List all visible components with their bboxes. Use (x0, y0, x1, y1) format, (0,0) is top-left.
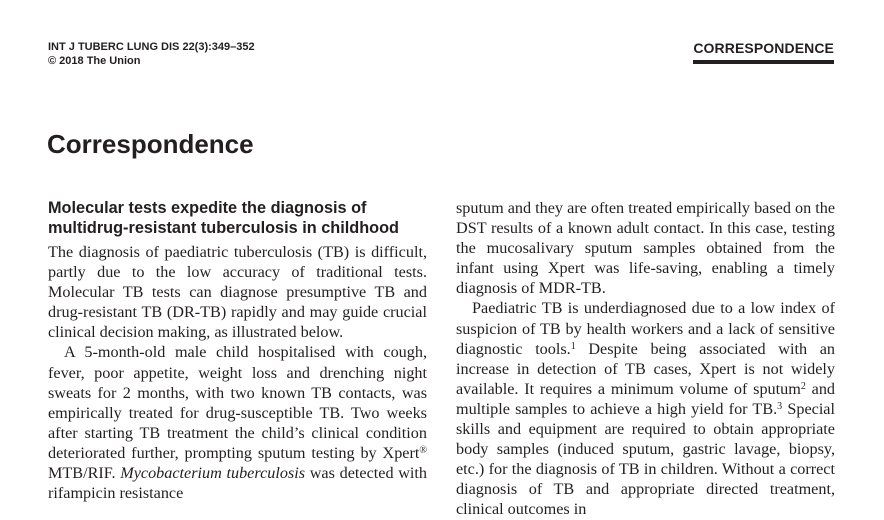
case-text-continued: MTB/RIF. (48, 464, 121, 483)
registered-mark: ® (419, 444, 427, 456)
paragraph-continued: sputum and they are often treated empirically based on the DST results of a known adult contact. In this case, testing the mucosalivary sputum samples obtained from the infant using Xpert was life-saving, enabling a timely diagnosis of MDR-TB. (456, 199, 835, 298)
discussion-text-a: Paediatric TB is underdiagnosed due to a low index of suspicion of TB by health workers and a lack of sensitive diagnostic tools. (456, 299, 835, 358)
left-column (48, 198, 427, 503)
reference-1: 1 (570, 340, 576, 352)
section-label: CORRESPONDENCE (693, 40, 834, 64)
reference-3: 3 (777, 400, 783, 412)
copyright-notice: © 2018 The Union (48, 55, 141, 67)
article-title (48, 198, 427, 238)
journal-reference: INT J TUBERC LUNG DIS 22(3):349–352 (48, 41, 255, 53)
journal-citation (48, 40, 255, 68)
case-text-tail: was detected with rifampicin resistance (48, 464, 428, 503)
article-title-line-1: Molecular tests expedite the diagnosis of (48, 199, 367, 217)
page-title: Correspondence (47, 129, 254, 159)
organism-name: Mycobacterium tuberculosis (120, 464, 306, 483)
article-title-line-2: multidrug-resistant tuberculosis in childhood (48, 219, 399, 237)
case-text: A 5-month-old male child hospitalised with cough, fever, poor appetite, weight loss and drenching night sweats for 2 months, with two known TB contacts, was empirically treated for drug-susceptible TB. Two weeks after starting TB treatment the child’s clinical condition deteriorated further, prompting sputum testing by Xpert (48, 343, 427, 462)
discussion-text-d: Special skills and equipment are required to obtain appropriate body samples (induced sputum, gastric lavage, biopsy, etc.) for the diagnosis of TB in children. Without a correct diagnosis of TB and appropriate directed treatment, clinical outcomes in (456, 399, 835, 519)
paragraph-discussion (456, 298, 835, 519)
paragraph-case (48, 342, 427, 503)
reference-2: 2 (800, 380, 806, 392)
discussion-text-c: and multiple samples to achieve a high yield for TB. (456, 379, 836, 418)
right-column (456, 198, 835, 520)
discussion-text-b: Despite being associated with an increase in detection of TB cases, Xpert is not widely available. It requires a minimum volume of sputum (456, 339, 835, 398)
paragraph-intro: The diagnosis of paediatric tuberculosis (TB) is difficult, partly due to the low accuracy of traditional tests. Molecular TB tests can diagnose presumptive TB and drug-resistant TB (DR-TB) rapidly and may guide crucial clinical decision making, as illustrated below. (48, 243, 427, 342)
